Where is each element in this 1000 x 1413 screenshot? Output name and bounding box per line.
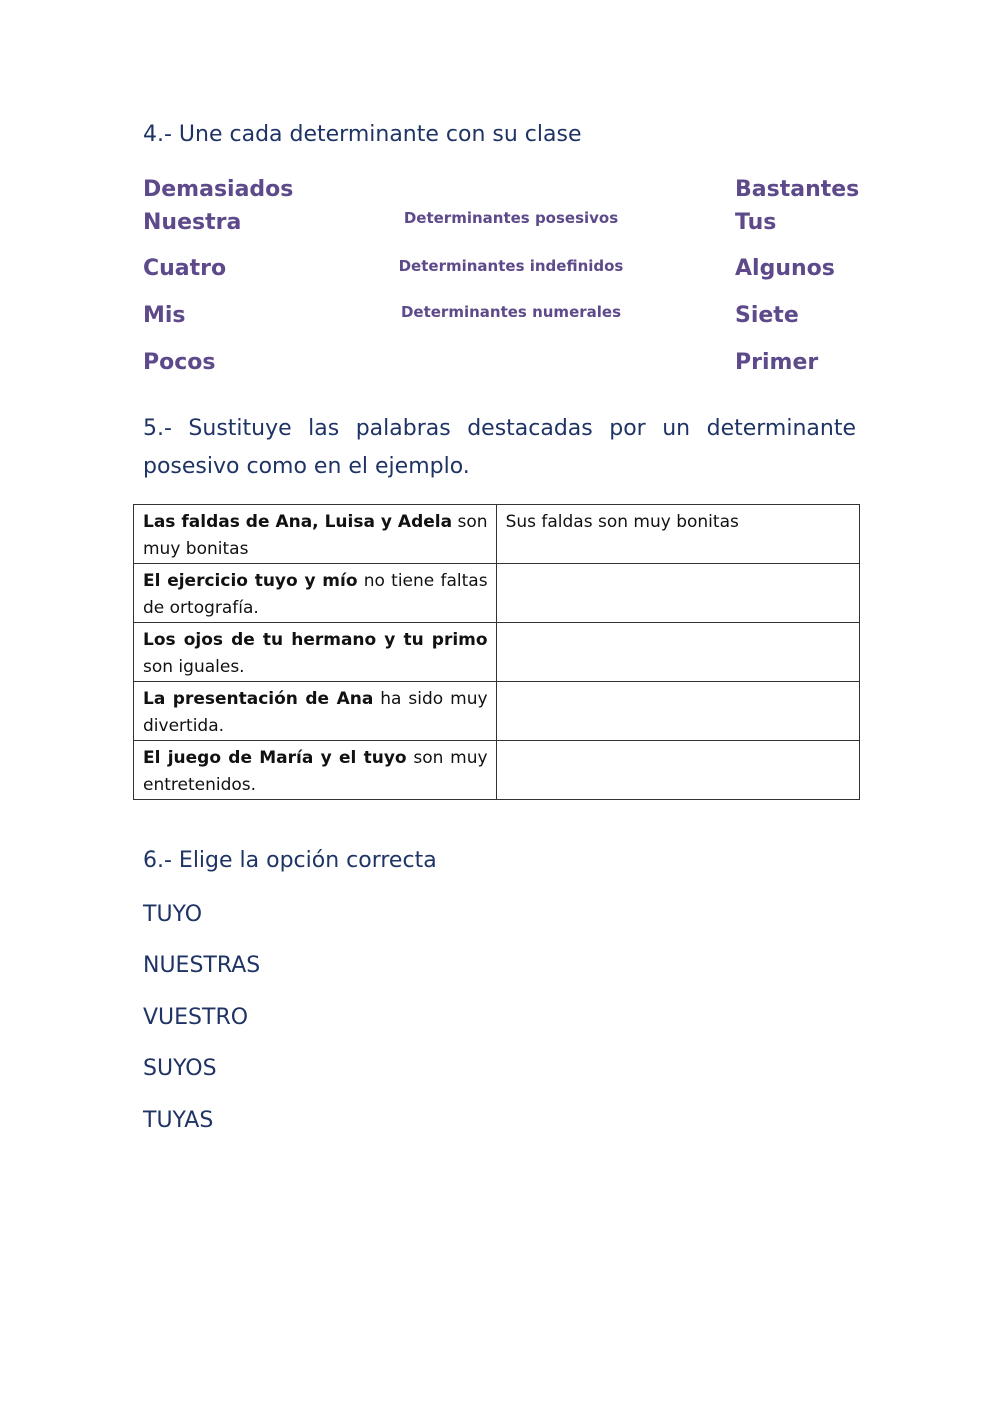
sentence-rest: son muy entretenidos.: [143, 748, 488, 795]
answer-cell[interactable]: [496, 682, 859, 741]
category-indefinidos[interactable]: Determinantes indefinidos: [398, 257, 624, 275]
right-word-algunos[interactable]: Algunos: [735, 256, 835, 281]
highlighted-words: El ejercicio tuyo y mío: [143, 571, 358, 591]
sentence-rest: son iguales.: [143, 657, 245, 677]
left-word-mis[interactable]: Mis: [143, 303, 186, 328]
answer-cell[interactable]: [496, 623, 859, 682]
table-row: [134, 741, 860, 800]
sentence-cell: [134, 505, 497, 564]
sentence-rest: ha sido muy divertida.: [143, 689, 488, 736]
right-word-tus[interactable]: Tus: [735, 210, 777, 235]
highlighted-words: Las faldas de Ana, Luisa y Adela: [143, 512, 453, 532]
highlighted-words: Los ojos de tu hermano y tu primo: [143, 630, 488, 650]
left-word-pocos[interactable]: Pocos: [143, 350, 216, 375]
answer-cell[interactable]: Sus faldas son muy bonitas: [496, 505, 859, 564]
sentence-cell: [134, 564, 497, 623]
table-row: [134, 682, 860, 741]
highlighted-words: El juego de María y el tuyo: [143, 748, 407, 768]
option-suyos[interactable]: SUYOS: [143, 1056, 217, 1081]
table-row: [134, 505, 860, 564]
option-tuyo[interactable]: TUYO: [143, 902, 203, 927]
left-word-cuatro[interactable]: Cuatro: [143, 256, 227, 281]
answer-cell[interactable]: [496, 741, 859, 800]
sentence-rest: son muy bonitas: [143, 512, 488, 559]
sentence-cell: [134, 741, 497, 800]
exercise-6-title: 6.- Elige la opción correcta: [143, 848, 437, 873]
sentence-rest: no tiene faltas de ortografía.: [143, 571, 488, 618]
sentence-cell: [134, 682, 497, 741]
exercise-4-title: 4.- Une cada determinante con su clase: [143, 122, 582, 147]
right-word-primer[interactable]: Primer: [735, 350, 819, 375]
right-word-siete[interactable]: Siete: [735, 303, 799, 328]
option-nuestras[interactable]: NUESTRAS: [143, 953, 261, 978]
category-numerales[interactable]: Determinantes numerales: [400, 303, 622, 321]
left-word-demasiados[interactable]: Demasiados: [143, 177, 294, 202]
highlighted-words: La presentación de Ana: [143, 689, 374, 709]
exercise-5-title: 5.- Sustituye las palabras destacadas por un determinante posesivo como en el ejemplo.: [143, 416, 856, 479]
table-row: [134, 623, 860, 682]
sentence-cell: [134, 623, 497, 682]
option-vuestro[interactable]: VUESTRO: [143, 1005, 249, 1030]
left-word-nuestra[interactable]: Nuestra: [143, 210, 242, 235]
answer-cell[interactable]: [496, 564, 859, 623]
substitution-table: [133, 504, 860, 800]
right-word-bastantes[interactable]: Bastantes: [735, 177, 860, 202]
table-row: [134, 564, 860, 623]
option-tuyas[interactable]: TUYAS: [143, 1108, 214, 1133]
category-posesivos[interactable]: Determinantes posesivos: [403, 209, 619, 227]
